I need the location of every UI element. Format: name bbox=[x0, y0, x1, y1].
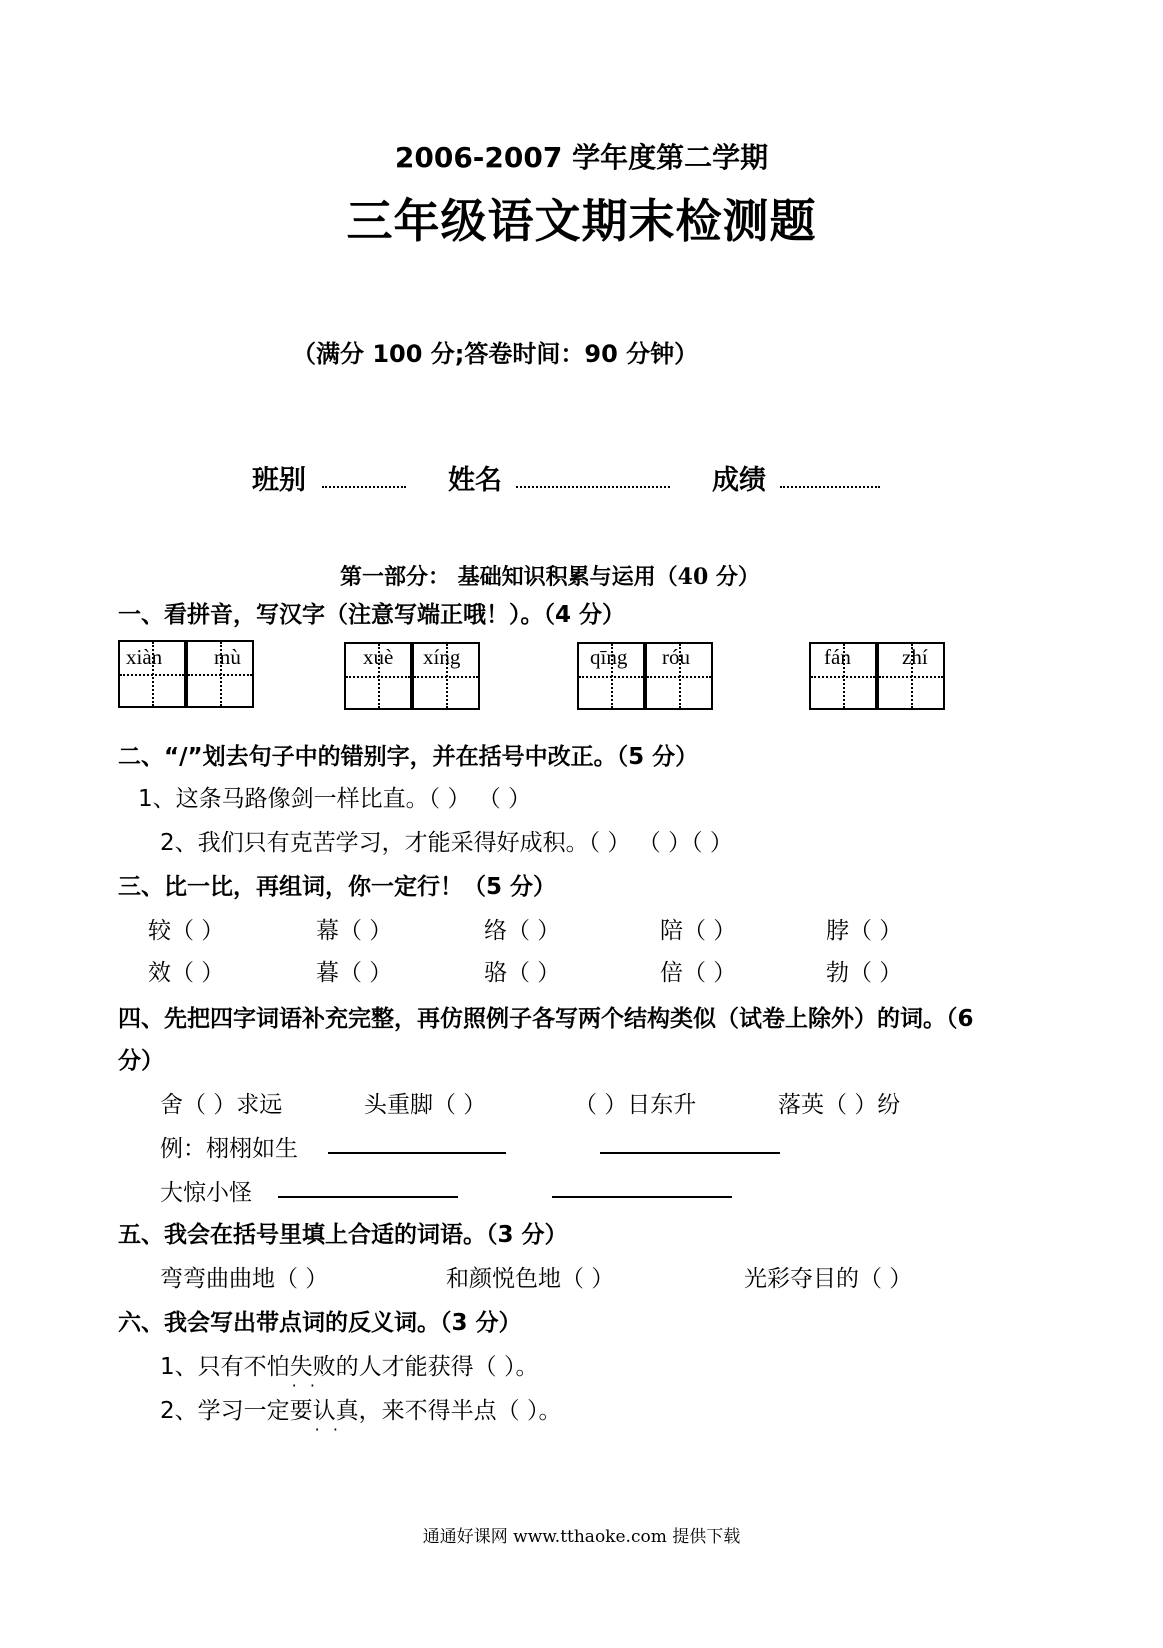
answer-line[interactable] bbox=[278, 1196, 458, 1198]
name-field[interactable] bbox=[516, 486, 670, 488]
q5-item: 弯弯曲曲地（ ） bbox=[160, 1266, 329, 1292]
pinyin: xuè bbox=[363, 645, 394, 669]
q3-item: 陪（ ） bbox=[660, 918, 737, 944]
writing-grid-box[interactable] bbox=[186, 640, 254, 708]
grade-field[interactable] bbox=[780, 486, 880, 488]
q4-fill-item: 舍（ ）求远 bbox=[160, 1092, 283, 1118]
q3-item: 络（ ） bbox=[484, 918, 561, 944]
page-title: 三年级语文期末检测题 bbox=[346, 194, 817, 248]
q2-title: 二、“/”划去句子中的错别字，并在括号中改正。（5 分） bbox=[118, 744, 699, 770]
pinyin: zhí bbox=[902, 645, 928, 669]
q5-title: 五、我会在括号里填上合适的词语。（3 分） bbox=[118, 1222, 568, 1248]
pinyin: xíng bbox=[423, 645, 461, 669]
q2-sentence-2: 2、我们只有克苦学习，才能采得好成积。（ ） （ ）（ ） bbox=[160, 830, 733, 856]
writing-grid-box[interactable] bbox=[577, 642, 645, 710]
q6-s2-post: ，来不得半点（ ）。 bbox=[358, 1398, 562, 1424]
q3-item: 幕（ ） bbox=[316, 918, 393, 944]
q3-item: 倍（ ） bbox=[660, 960, 737, 986]
score-note: （满分 100 分;答卷时间：90 分钟） bbox=[292, 340, 699, 368]
q4-example-1: 例：栩栩如生 bbox=[160, 1136, 298, 1162]
q6-title: 六、我会写出带点词的反义词。（3 分） bbox=[118, 1310, 522, 1336]
q3-title: 三、比一比，再组词，你一定行！（5 分） bbox=[118, 874, 557, 900]
answer-line[interactable] bbox=[552, 1196, 732, 1198]
q4-title-continued: 分） bbox=[118, 1048, 164, 1074]
q6-s1-post: 的人才能获得（ ）。 bbox=[335, 1354, 539, 1380]
part-title: 第一部分： 基础知识积累与运用（40 分） bbox=[340, 564, 760, 590]
grade-label: 成绩 bbox=[712, 465, 766, 496]
class-field[interactable] bbox=[322, 486, 406, 488]
name-label: 姓名 bbox=[448, 465, 502, 496]
q5-item: 光彩夺目的（ ） bbox=[744, 1266, 913, 1292]
class-label: 班别 bbox=[252, 465, 306, 496]
q6-sentence-1 bbox=[160, 1348, 538, 1381]
q5-item: 和颜悦色地（ ） bbox=[446, 1266, 615, 1292]
writing-grid-box[interactable] bbox=[877, 642, 945, 710]
q3-item: 暮（ ） bbox=[316, 960, 393, 986]
q4-fill-item: 头重脚（ ） bbox=[364, 1092, 487, 1118]
q6-s1-pre: 1、只有不怕 bbox=[160, 1354, 290, 1380]
writing-grid-box[interactable] bbox=[645, 642, 713, 710]
pinyin: fán bbox=[824, 645, 851, 669]
q2-sentence-1: 1、这条马路像剑一样比直。（ ） （ ） bbox=[138, 786, 532, 812]
writing-grid-box[interactable] bbox=[809, 642, 877, 710]
dotted-word: 失败 · · bbox=[290, 1354, 336, 1380]
pinyin: xiàn bbox=[126, 645, 163, 669]
q4-example-2: 大惊小怪 bbox=[160, 1180, 252, 1206]
pinyin: qīng bbox=[590, 645, 628, 669]
answer-line[interactable] bbox=[328, 1152, 506, 1154]
q1-title: 一、看拼音，写汉字（注意写端正哦！）。（4 分） bbox=[118, 602, 626, 628]
q4-fill-item: （ ）日东升 bbox=[574, 1092, 697, 1118]
writing-grid-box[interactable] bbox=[118, 640, 186, 708]
pinyin: róu bbox=[662, 645, 690, 669]
q3-item: 勃（ ） bbox=[826, 960, 903, 986]
q3-item: 骆（ ） bbox=[484, 960, 561, 986]
dotted-word: 认真 · · bbox=[313, 1398, 359, 1424]
q6-s2-pre: 2、学习一定要 bbox=[160, 1398, 313, 1424]
pinyin: mù bbox=[214, 645, 241, 669]
q4-fill-item: 落英（ ）纷 bbox=[778, 1092, 901, 1118]
q3-item: 效（ ） bbox=[148, 960, 225, 986]
q3-item: 脖（ ） bbox=[826, 918, 903, 944]
writing-grid-box[interactable] bbox=[344, 642, 412, 710]
year-line: 2006-2007 学年度第二学期 bbox=[394, 141, 769, 174]
q6-sentence-2 bbox=[160, 1392, 561, 1425]
footer-text: 通通好课网 www.tthaoke.com 提供下载 bbox=[422, 1527, 741, 1547]
q3-item: 较（ ） bbox=[148, 918, 225, 944]
answer-line[interactable] bbox=[600, 1152, 780, 1154]
q4-title: 四、先把四字词语补充完整，再仿照例子各写两个结构类似（试卷上除外）的词。（6 bbox=[118, 1006, 974, 1032]
writing-grid-box[interactable] bbox=[412, 642, 480, 710]
